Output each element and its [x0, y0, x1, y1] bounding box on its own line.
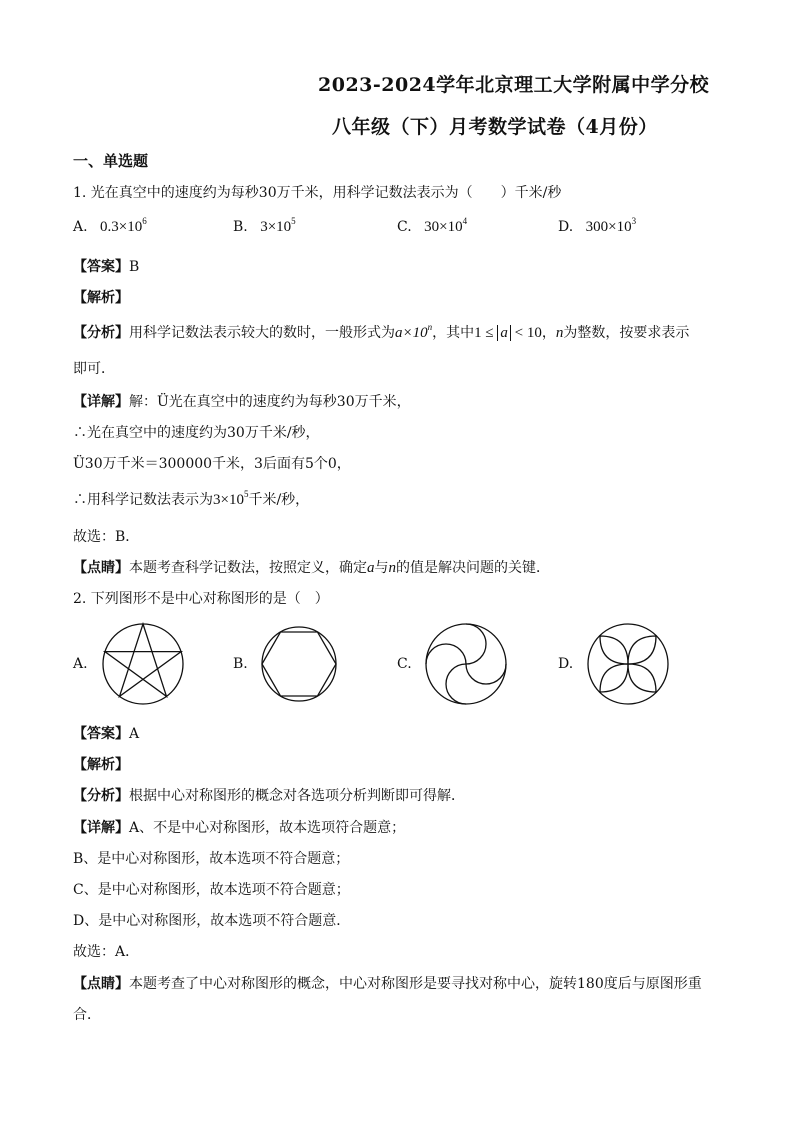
q2-xiangjie-tag: 【详解】: [73, 820, 129, 836]
q1-dianjing-b: 的值是解决问题的关键．: [396, 560, 550, 576]
q2-dianjing-line1: 本题考查了中心对称图形的概念，中心对称图形是要寻找对称中心，旋转180度后与原图形重: [129, 976, 702, 992]
q1-detail-line4-exp: 5: [243, 489, 249, 499]
q1-option-b-base: 3×10: [260, 219, 292, 235]
section-heading-single-choice: 一、单选题: [73, 152, 149, 170]
q1-option-a-exp: 6: [142, 216, 147, 226]
q1-option-d-base: 300×10: [585, 219, 632, 235]
q1-fenxi-abs-a: a: [497, 325, 511, 341]
q1-fenxi-var-n: n: [555, 325, 564, 341]
petal-bottom-right: [628, 664, 656, 692]
q1-fenxi-line2: 即可．: [73, 361, 115, 377]
q1-fenxi-ineq-right: < 10: [510, 325, 542, 341]
q1-stem: 1. 光在真空中的速度约为每秒30万千米，用科学记数法表示为（ ）千米/秒: [73, 185, 562, 201]
q1-detail-line4-a: ∴用科学记数法表示为: [73, 492, 213, 508]
q2-stem: 2. 下列图形不是中心对称图形的是（ ）: [73, 591, 329, 607]
q2-detail-line5: 故选：A．: [73, 944, 140, 960]
q1-dianjing-mid: 与: [374, 560, 389, 576]
q2-dianjing: [73, 973, 702, 993]
q1-analysis-tag: 【解析】: [73, 290, 129, 306]
q2-answer-value: A: [129, 726, 140, 742]
q1-dianjing-var-n: n: [388, 560, 396, 576]
q1-option-d-label: D.: [558, 219, 574, 235]
q2-fenxi-text: 根据中心对称图形的概念对各选项分析判断即可得解．: [129, 788, 465, 804]
q2-fenxi-tag: 【分析】: [73, 788, 129, 804]
q1-answer-value: B: [129, 259, 140, 275]
q1-answer-tag: 【答案】: [73, 259, 129, 275]
q1-fenxi-ineq-left: 1 ≤: [474, 325, 498, 341]
hexagon-outer-circle: [262, 627, 336, 701]
q2-analysis-tag: 【解析】: [73, 757, 129, 773]
q2-option-b-label: B.: [233, 656, 248, 672]
q2-detail-line2: B、是中心对称图形，故本选项不符合题意；: [73, 851, 350, 867]
q1-detail-line3: Ü30万千米＝300000千米，3后面有5个0，: [73, 456, 351, 472]
hexagon-shape: [262, 632, 336, 696]
q1-option-c-exp: 4: [462, 216, 468, 226]
q2-detail-line1: [73, 817, 405, 837]
q1-fenxi-expr-exp: n: [427, 322, 433, 332]
q1-option-c-base: 30×10: [424, 219, 463, 235]
q1-fenxi-part-a: 用科学记数法表示较大的数时，一般形式为: [129, 325, 395, 341]
q2-fenxi: [73, 785, 465, 805]
star-outer-circle: [103, 624, 183, 704]
arc-left: [426, 644, 466, 664]
q1-xiangjie-tag: 【详解】: [73, 394, 129, 410]
q2-option-c-label: C.: [397, 656, 412, 672]
q1-fenxi-tag: 【分析】: [73, 325, 129, 341]
title-line-2: 八年级（下）月考数学试卷（4月份）: [332, 116, 658, 138]
petal-bottom-left: [600, 664, 628, 692]
q1-option-b-label: B.: [233, 219, 248, 235]
q1-dianjing-tag: 【点睛】: [73, 560, 129, 576]
q2-detail-line1-text: A、不是中心对称图形，故本选项符合题意；: [129, 820, 406, 836]
q1-fenxi-part-b: ，其中: [432, 325, 475, 341]
q1-detail-line2: ∴光在真空中的速度约为30万千米/秒，: [73, 425, 320, 441]
q2-figure-b-hexagon-in-circle: [262, 627, 336, 701]
q1-detail-line4-base: 3×10: [213, 492, 244, 508]
q1-fenxi-expr-base: a×10: [395, 325, 428, 341]
arc-top: [466, 624, 486, 664]
q1-option-a-label: A.: [73, 219, 88, 235]
q2-figure-d-four-petals-in-circle: [588, 624, 668, 704]
q1-option-d-exp: 3: [631, 216, 637, 226]
q1-option-b-exp: 5: [291, 216, 296, 226]
q2-option-a-label: A.: [73, 656, 88, 672]
q1-fenxi-part-d: 为整数，按要求表示: [563, 325, 690, 341]
q2-figure-a-star-in-circle: [103, 624, 183, 704]
q2-detail-line3: C、是中心对称图形，故本选项不符合题意；: [73, 882, 350, 898]
q2-figure-c-four-arcs-in-circle: [426, 624, 506, 704]
q2-option-d-label: D.: [558, 656, 574, 672]
q2-answer: [73, 723, 139, 743]
q2-dianjing-tag: 【点睛】: [73, 976, 129, 992]
q1-dianjing-var-a: a: [367, 560, 375, 576]
arc-bottom: [446, 664, 466, 704]
q2-detail-line4: D、是中心对称图形，故本选项不符合题意．: [73, 913, 351, 929]
q2-answer-tag: 【答案】: [73, 726, 129, 742]
q2-dianjing-line2: 合．: [73, 1007, 101, 1023]
q1-detail-line4-b: 千米/秒，: [248, 492, 310, 508]
petal-top-right: [628, 636, 656, 664]
petal-top-left: [600, 636, 628, 664]
q1-option-c-label: C.: [397, 219, 412, 235]
q1-detail-line5: 故选：B．: [73, 529, 140, 545]
q1-fenxi-part-c: ，: [541, 325, 556, 341]
q1-dianjing-a: 本题考查科学记数法，按照定义，确定: [129, 560, 367, 576]
arc-right: [466, 664, 506, 684]
q1-detail-line1-text: 解：Ü光在真空中的速度约为每秒30万千米，: [129, 394, 411, 410]
title-line-1: 2023-2024学年北京理工大学附属中学分校: [318, 74, 710, 96]
q1-option-a-base: 0.3×10: [100, 219, 143, 235]
